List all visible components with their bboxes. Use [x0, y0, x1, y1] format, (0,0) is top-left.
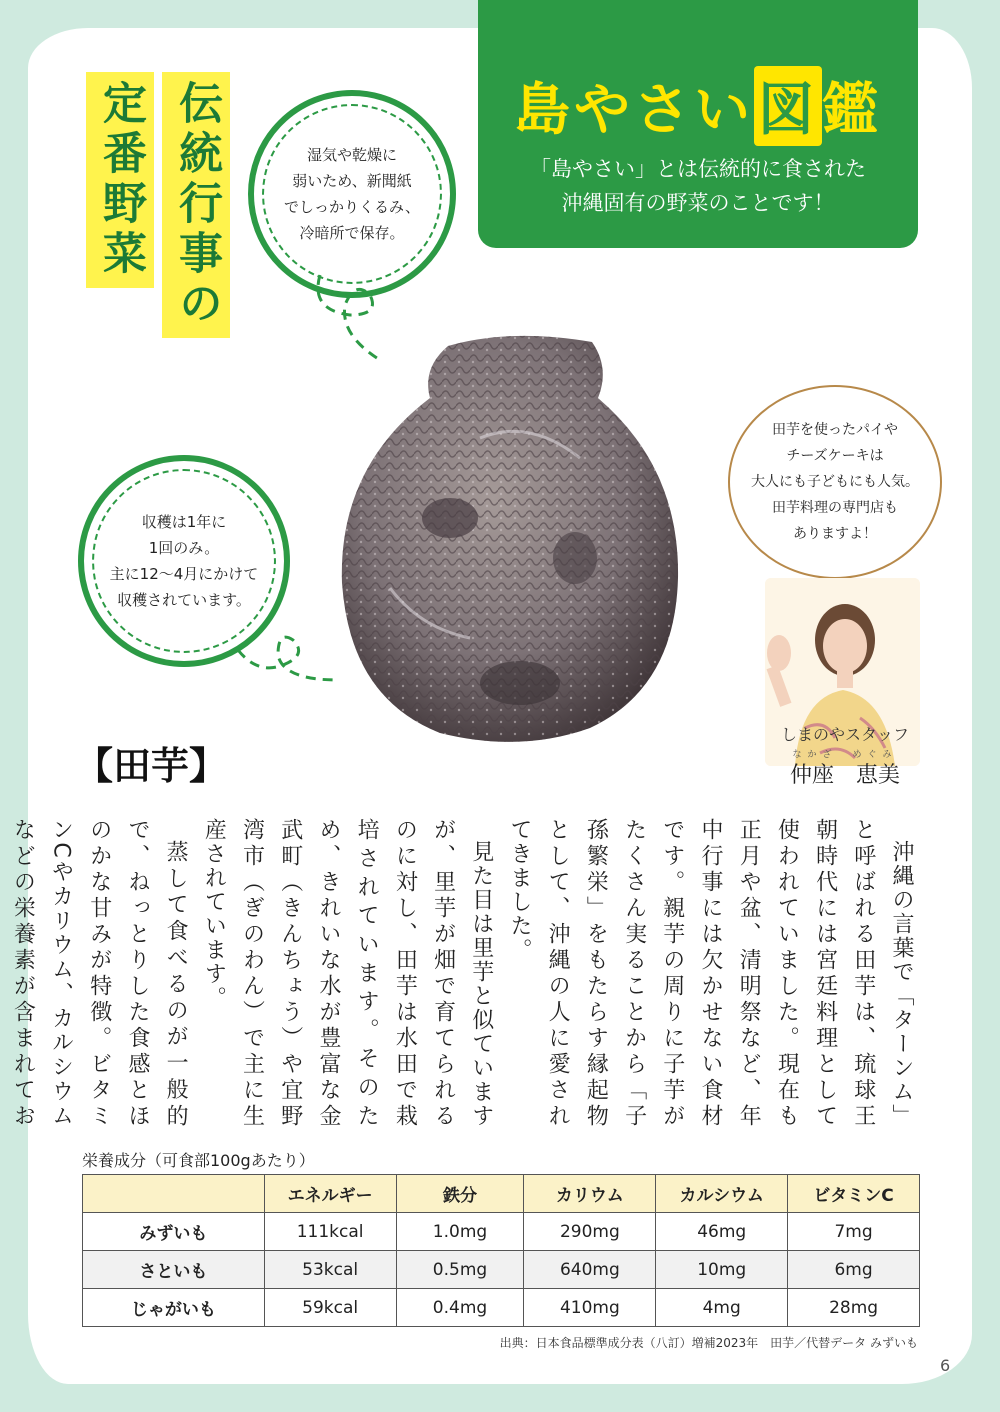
body-text	[10, 818, 920, 1128]
table-row-header: さといも	[83, 1251, 265, 1289]
table-header-cell: ビタミンC	[788, 1175, 920, 1213]
header-subtitle-line2: 沖縄固有の野菜のことです！	[561, 191, 835, 215]
header-subtitle	[478, 152, 918, 220]
item-title: 【田芋】	[75, 744, 228, 788]
staff-name-ruby: なかざ めぐみ	[792, 750, 898, 760]
table-cell: 53kcal	[264, 1251, 396, 1289]
header-title	[478, 66, 918, 146]
table-cell: 0.4mg	[396, 1289, 524, 1327]
staff-name: 仲座 恵美	[789, 763, 900, 788]
staff-comment-bubble	[728, 385, 942, 579]
staff-role: しまのやスタッフ	[780, 725, 909, 744]
table-row-header: じゃがいも	[83, 1289, 265, 1327]
table-header-cell	[83, 1175, 265, 1213]
vertical-title-line2: 定番野菜	[86, 72, 154, 288]
taro-image	[330, 328, 690, 748]
body-paragraph-2: 見た目は里芋と似ていますが、里芋が畑で育てられるのに対し、田芋は水田で栽培されています。そのため、きれいな水が豊富な金武町（きんちょう）や宜野湾市（ぎのわん）で主に生産されています。	[201, 818, 494, 1128]
header-title-part2: 鑑	[822, 78, 882, 143]
table-row	[83, 1213, 920, 1251]
nutrition-table-title: 栄養成分（可食部100gあたり）	[82, 1151, 315, 1170]
storage-bubble-text: 湿気や乾燥に 弱いため、新聞紙 でしっかりくるみ、 冷暗所で保存。	[284, 146, 420, 242]
table-header-cell: 鉄分	[396, 1175, 524, 1213]
table-cell: 59kcal	[264, 1289, 396, 1327]
table-cell: 28mg	[788, 1289, 920, 1327]
table-cell: 410mg	[524, 1289, 656, 1327]
table-cell: 1.0mg	[396, 1213, 524, 1251]
table-cell: 0.5mg	[396, 1251, 524, 1289]
table-cell: 290mg	[524, 1213, 656, 1251]
table-row-header: みずいも	[83, 1213, 265, 1251]
table-header-row	[83, 1175, 920, 1213]
storage-bubble	[248, 90, 456, 298]
vertical-title-line1: 伝統行事の	[162, 72, 230, 338]
table-cell: 10mg	[656, 1251, 788, 1289]
staff-caption	[780, 722, 910, 789]
header-title-zukan: 図	[754, 66, 822, 146]
table-header-cell: カリウム	[524, 1175, 656, 1213]
table-cell: 4mg	[656, 1289, 788, 1327]
table-header-cell: カルシウム	[656, 1175, 788, 1213]
header-title-part1: 島やさい	[514, 78, 754, 143]
header-banner	[478, 0, 918, 248]
body-paragraph-3: 蒸して食べるのが一般的で、ねっとりした食感とほのかな甘みが特徴。ビタミンCやカリウム、カルシウムなどの栄養素が含まれてお	[10, 818, 189, 1128]
table-cell: 640mg	[524, 1251, 656, 1289]
table-cell: 111kcal	[264, 1213, 396, 1251]
table-row	[83, 1251, 920, 1289]
staff-comment-text: 田芋を使ったパイや チーズケーキは 大人にも子どもにも人気。 田芋料理の専門店も ありますよ！	[751, 422, 919, 542]
harvest-bubble-text: 収穫は1年に 1回のみ。 主に12〜4月にかけて 収穫されています。	[109, 513, 259, 609]
page-number: 6	[940, 1356, 951, 1375]
header-subtitle-line1: 「島やさい」とは伝統的に食された	[530, 157, 866, 181]
table-cell: 46mg	[656, 1213, 788, 1251]
nutrition-table	[82, 1174, 920, 1327]
source-note: 出典：日本食品標準成分表（八訂）増補2023年 田芋／代替データ みずいも	[499, 1336, 918, 1350]
table-header-cell: エネルギー	[264, 1175, 396, 1213]
table-cell: 6mg	[788, 1251, 920, 1289]
table-row	[83, 1289, 920, 1327]
table-cell: 7mg	[788, 1213, 920, 1251]
body-paragraph-1: 沖縄の言葉で「ターンム」と呼ばれる田芋は、琉球王朝時代には宮廷料理として使われていました。現在も正月や盆、清明祭など、年中行事には欠かせない食材です。親芋の周りに子芋がたくさん実ることから「子孫繁栄」をもたらす縁起物として、沖縄の人に愛されてきました。	[506, 818, 914, 1128]
